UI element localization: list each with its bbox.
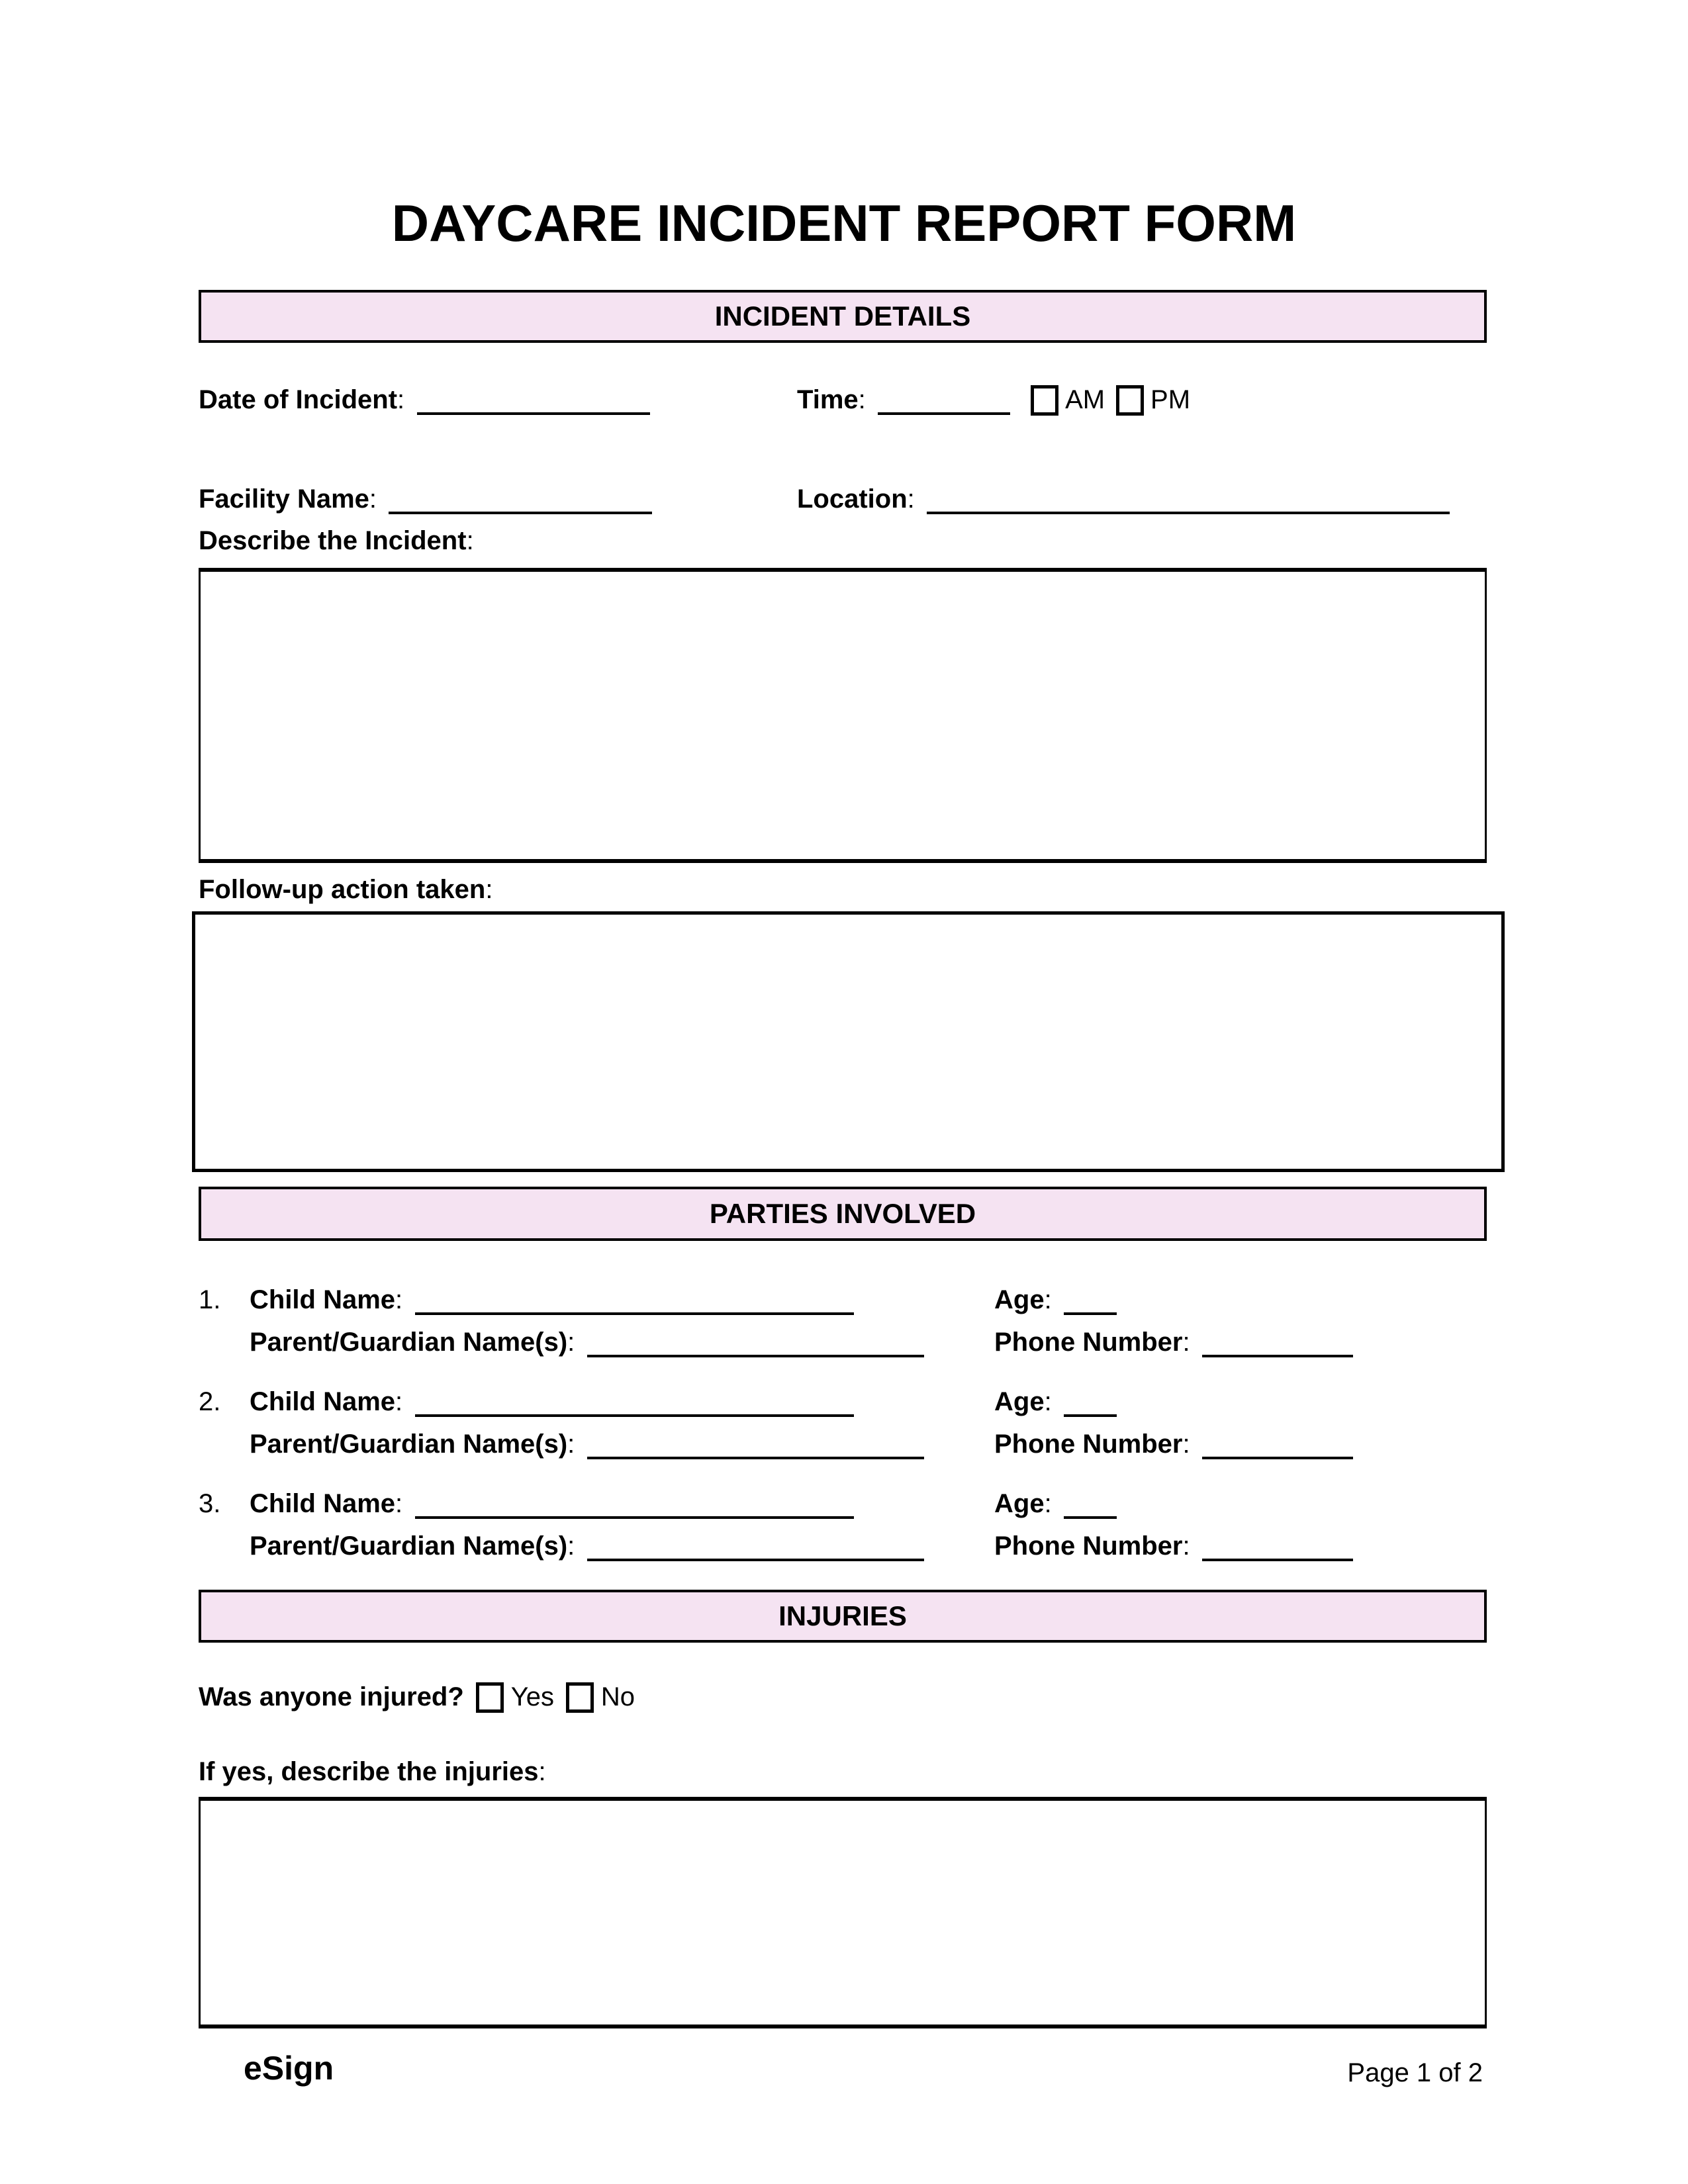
- time-group: [797, 385, 1190, 416]
- phone-number-label: Phone Number: [994, 1531, 1183, 1561]
- phone-number-input-1[interactable]: [1202, 1332, 1353, 1357]
- age-input-3[interactable]: [1064, 1494, 1117, 1519]
- section-band-parties-involved: [199, 1187, 1487, 1241]
- section-band-injuries: [199, 1590, 1487, 1643]
- section-header-parties-involved: PARTIES INVOLVED: [709, 1198, 976, 1229]
- followup-action-label: Follow-up action taken: [199, 875, 486, 904]
- colon: :: [858, 385, 866, 414]
- party-row-1: [199, 1285, 1487, 1370]
- pm-label: PM: [1150, 385, 1191, 414]
- facility-name-group: [199, 484, 652, 514]
- incident-description-box[interactable]: [199, 568, 1487, 863]
- injuries-description-box[interactable]: [199, 1797, 1487, 2028]
- phone-number-label: Phone Number: [994, 1328, 1183, 1357]
- party-row-3-age-group: [994, 1489, 1117, 1519]
- phone-number-input-2[interactable]: [1202, 1434, 1353, 1459]
- pm-checkbox[interactable]: [1116, 385, 1144, 416]
- party-row-3: [199, 1489, 1487, 1574]
- section-band-incident-details: [199, 290, 1487, 343]
- colon: :: [395, 1387, 403, 1416]
- facility-name-label: Facility Name: [199, 484, 369, 514]
- page-indicator: Page 1 of 2: [1347, 2058, 1483, 2087]
- party-row-1-phone-group: [994, 1328, 1353, 1357]
- party-row-2-line-2: [199, 1430, 1487, 1472]
- followup-action-box[interactable]: [192, 911, 1505, 1172]
- child-name-label: Child Name: [250, 1285, 396, 1314]
- time-input[interactable]: [878, 390, 1010, 415]
- child-name-label: Child Name: [250, 1387, 396, 1416]
- no-label: No: [600, 1682, 635, 1711]
- age-input-1[interactable]: [1064, 1290, 1117, 1315]
- parent-guardian-label: Parent/Guardian Name(s): [250, 1430, 568, 1459]
- colon: :: [1044, 1387, 1052, 1416]
- child-name-input-3[interactable]: [415, 1494, 854, 1519]
- colon: :: [1182, 1328, 1190, 1357]
- colon: :: [395, 1285, 403, 1314]
- colon: :: [567, 1531, 575, 1561]
- injuries-describe-label: If yes, describe the injuries: [199, 1757, 539, 1786]
- section-header-injuries: INJURIES: [778, 1600, 907, 1631]
- party-row-2: [199, 1387, 1487, 1472]
- injured-question-label: Was anyone injured?: [199, 1682, 464, 1711]
- esign-logo: eSign: [244, 2050, 334, 2087]
- phone-number-input-3[interactable]: [1202, 1536, 1353, 1561]
- colon: :: [485, 875, 493, 904]
- age-input-2[interactable]: [1064, 1392, 1117, 1417]
- party-row-2-age-group: [994, 1387, 1117, 1417]
- colon: :: [567, 1430, 575, 1459]
- phone-number-label: Phone Number: [994, 1430, 1183, 1459]
- colon: :: [466, 526, 474, 555]
- followup-label-row: [199, 875, 492, 905]
- child-name-input-1[interactable]: [415, 1290, 854, 1315]
- location-label: Location: [797, 484, 908, 514]
- party-row-3-number: 3.: [199, 1489, 221, 1518]
- injured-question-row: [199, 1682, 1487, 1717]
- party-row-2-line-1: [199, 1387, 1487, 1430]
- party-row-1-line-1: [199, 1285, 1487, 1328]
- party-row-1-line-2: [199, 1328, 1487, 1370]
- describe-incident-label: Describe the Incident: [199, 526, 467, 555]
- describe-incident-label-row: [199, 526, 474, 556]
- am-checkbox[interactable]: [1031, 385, 1058, 416]
- colon: :: [369, 484, 377, 514]
- date-time-row: [199, 385, 1487, 420]
- colon: :: [1044, 1489, 1052, 1518]
- parent-guardian-label: Parent/Guardian Name(s): [250, 1531, 568, 1561]
- party-row-3-line-2: [199, 1531, 1487, 1574]
- parent-guardian-label: Parent/Guardian Name(s): [250, 1328, 568, 1357]
- colon: :: [397, 385, 405, 414]
- parent-guardian-input-2[interactable]: [587, 1434, 924, 1459]
- party-row-3-line-1: [199, 1489, 1487, 1531]
- parent-guardian-input-3[interactable]: [587, 1536, 924, 1561]
- colon: :: [1182, 1531, 1190, 1561]
- party-row-1-age-group: [994, 1285, 1117, 1315]
- date-of-incident-label: Date of Incident: [199, 385, 398, 414]
- party-row-1-number: 1.: [199, 1285, 221, 1314]
- facility-location-row: [199, 484, 1487, 519]
- facility-name-input[interactable]: [389, 489, 652, 514]
- am-label: AM: [1065, 385, 1105, 414]
- party-row-2-phone-group: [994, 1430, 1353, 1459]
- colon: :: [567, 1328, 575, 1357]
- colon: :: [907, 484, 915, 514]
- yes-label: Yes: [510, 1682, 554, 1711]
- location-group: [797, 484, 1450, 514]
- age-label: Age: [994, 1489, 1045, 1518]
- section-header-incident-details: INCIDENT DETAILS: [714, 300, 971, 332]
- injuries-describe-label-row: [199, 1757, 546, 1787]
- colon: :: [395, 1489, 403, 1518]
- child-name-label: Child Name: [250, 1489, 396, 1518]
- parent-guardian-input-1[interactable]: [587, 1332, 924, 1357]
- date-of-incident-input[interactable]: [417, 390, 650, 415]
- colon: :: [538, 1757, 546, 1786]
- party-row-2-number: 2.: [199, 1387, 221, 1416]
- location-input[interactable]: [927, 489, 1450, 514]
- age-label: Age: [994, 1285, 1045, 1314]
- date-of-incident-group: [199, 385, 650, 415]
- no-checkbox[interactable]: [566, 1682, 594, 1713]
- colon: :: [1182, 1430, 1190, 1459]
- colon: :: [1044, 1285, 1052, 1314]
- child-name-input-2[interactable]: [415, 1392, 854, 1417]
- party-row-3-phone-group: [994, 1531, 1353, 1561]
- page-title: DAYCARE INCIDENT REPORT FORM: [391, 194, 1297, 252]
- yes-checkbox[interactable]: [476, 1682, 504, 1713]
- time-label: Time: [797, 385, 859, 414]
- age-label: Age: [994, 1387, 1045, 1416]
